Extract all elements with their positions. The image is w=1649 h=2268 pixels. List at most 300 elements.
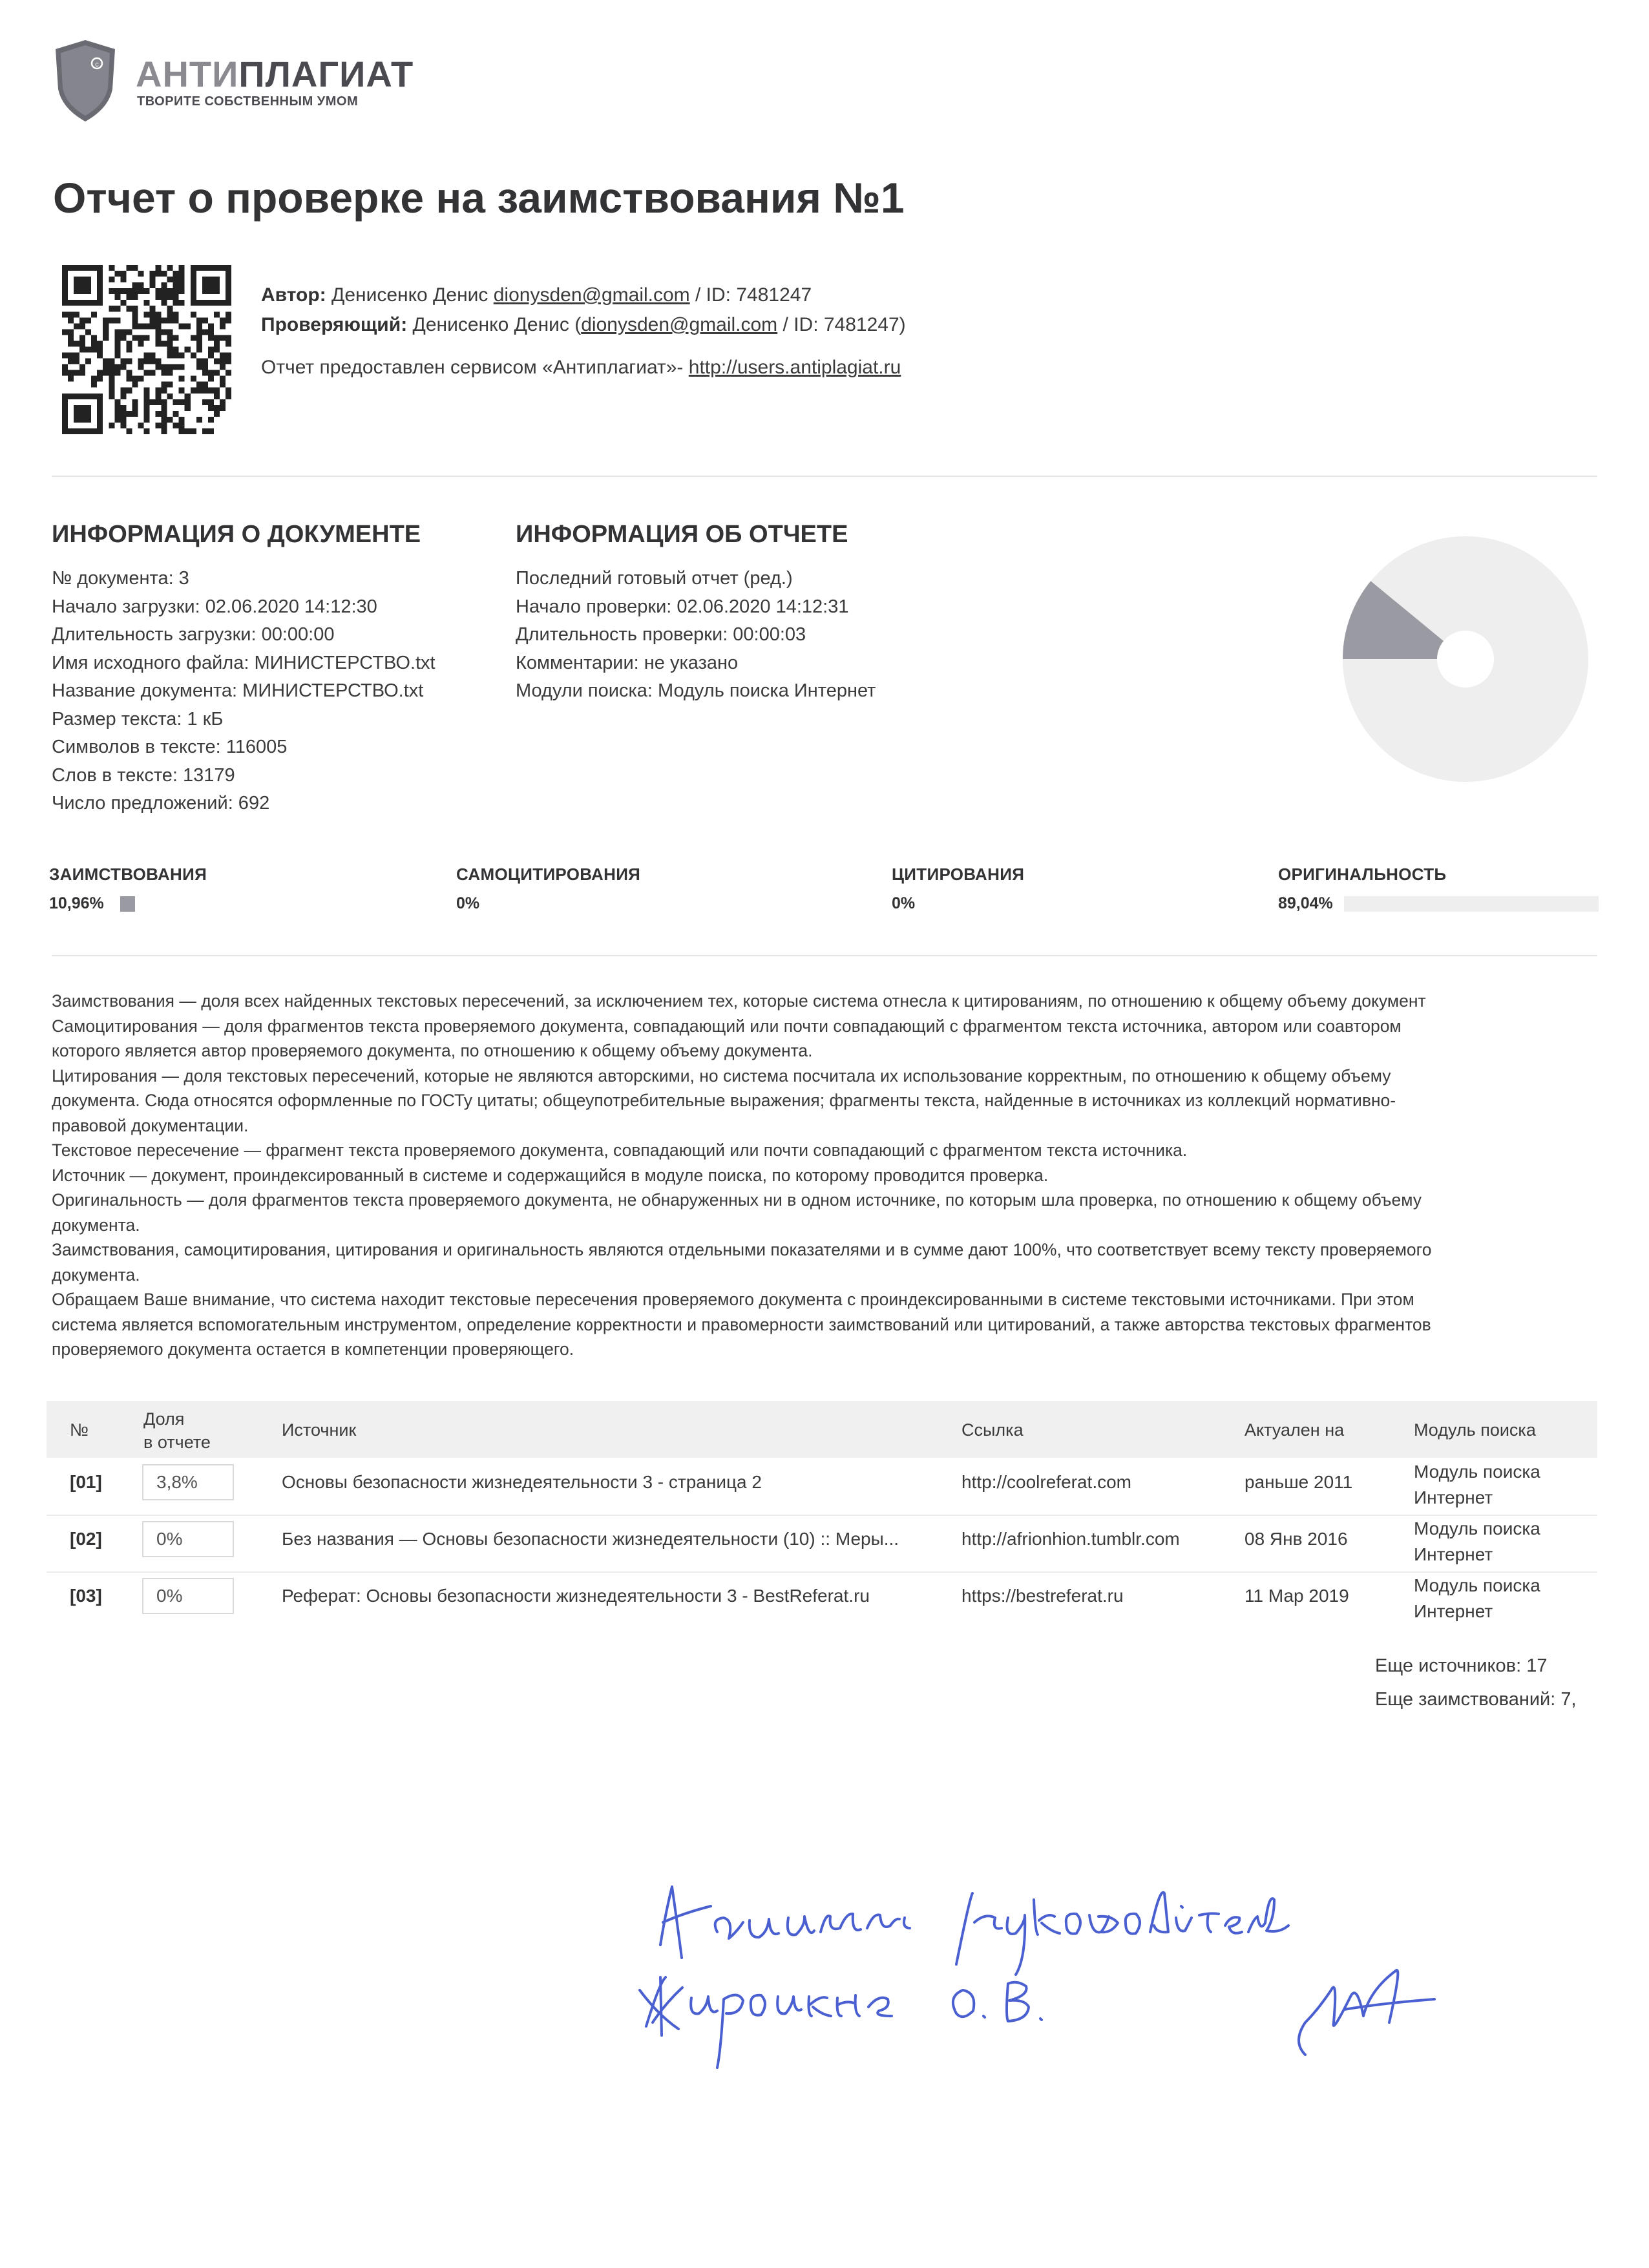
brand-tagline: ТВОРИТЕ СОБСТВЕННЫМ УМОМ: [137, 94, 359, 109]
qr-module: [179, 423, 185, 428]
qr-module: [208, 370, 214, 376]
qr-module: [156, 341, 162, 346]
row-url[interactable]: http://afrionhion.tumblr.com: [961, 1529, 1180, 1549]
row-module-line2: Интернет: [1414, 1544, 1493, 1564]
qr-module: [114, 288, 120, 294]
metric-originality-value: 89,04%: [1278, 894, 1333, 912]
qr-module: [226, 311, 231, 317]
qr-module: [109, 376, 114, 382]
qr-module: [179, 353, 185, 359]
qr-module: [156, 411, 162, 417]
qr-module: [220, 335, 226, 341]
brand-name: АНТИПЛАГИАТ: [136, 54, 414, 94]
qr-module: [103, 329, 109, 335]
col-header-module: Модуль поиска: [1414, 1420, 1536, 1440]
qr-module: [150, 359, 156, 364]
definition-line: документа.: [52, 1215, 140, 1235]
qr-module: [226, 359, 231, 364]
qr-module: [138, 376, 143, 382]
qr-module: [162, 294, 167, 300]
qr-module: [173, 311, 179, 317]
qr-module: [143, 417, 149, 423]
doc-info-line: Число предложений: 692: [52, 793, 270, 814]
service-line: [261, 357, 901, 379]
qr-module: [143, 300, 149, 306]
qr-module: [162, 417, 167, 423]
author-id: / ID: 7481247: [695, 284, 812, 306]
qr-module: [220, 382, 226, 388]
qr-module: [114, 399, 120, 405]
qr-module: [202, 399, 208, 405]
report-info-line: Начало проверки: 02.06.2020 14:12:31: [516, 596, 849, 617]
qr-module: [208, 399, 214, 405]
qr-module: [68, 376, 74, 382]
metric-borrowing-label: ЗАИМСТВОВАНИЯ: [49, 865, 207, 884]
qr-module: [85, 359, 91, 364]
qr-module: [167, 335, 173, 341]
qr-module: [138, 335, 143, 341]
qr-module: [120, 364, 126, 370]
qr-module: [208, 405, 214, 411]
qr-module: [214, 405, 220, 411]
qr-module: [120, 300, 126, 306]
row-actual-date: 11 Мар 2019: [1245, 1586, 1349, 1606]
qr-module: [132, 376, 138, 382]
row-share: 0%: [142, 1578, 234, 1614]
qr-module: [208, 323, 214, 329]
qr-module: [156, 364, 162, 370]
definition-line: Заимствования — доля всех найденных текстовых пересечений, за исключением тех, которые система отнесла к цитированиям, по отношению к общему объему документ: [52, 991, 1426, 1011]
qr-module: [167, 265, 173, 271]
qr-module: [150, 277, 156, 282]
qr-module: [208, 417, 214, 423]
qr-module: [120, 417, 126, 423]
qr-module: [150, 311, 156, 317]
qr-module: [114, 294, 120, 300]
row-module-line1: Модуль поиска: [1414, 1518, 1540, 1538]
qr-module: [156, 329, 162, 335]
reviewer-line: [261, 314, 906, 336]
qr-module: [202, 329, 208, 335]
author-line: [261, 284, 812, 306]
qr-module: [120, 277, 126, 282]
qr-module: [132, 311, 138, 317]
qr-module: [214, 359, 220, 364]
qr-module: [138, 282, 143, 288]
qr-module: [179, 277, 185, 282]
report-info-line: Модули поиска: Модуль поиска Интернет: [516, 680, 876, 701]
qr-module: [173, 271, 179, 277]
row-module: [1414, 1516, 1540, 1568]
author-email-link[interactable]: dionysden@gmail.com: [493, 284, 690, 306]
more-sources: Еще источников: 17: [1375, 1655, 1548, 1676]
qr-module: [132, 411, 138, 417]
qr-module: [162, 399, 167, 405]
qr-module: [191, 388, 196, 394]
qr-module: [162, 411, 167, 417]
qr-module: [126, 376, 132, 382]
qr-module: [62, 329, 68, 335]
qr-module: [156, 317, 162, 323]
qr-module: [156, 359, 162, 364]
row-source-link[interactable]: Без названия — Основы безопасности жизнедеятельности (10) :: Меры...: [282, 1529, 899, 1549]
doc-info-line: Слов в тексте: 13179: [52, 764, 235, 786]
qr-module: [103, 323, 109, 329]
qr-module: [114, 335, 120, 341]
qr-module: [143, 311, 149, 317]
qr-module: [185, 394, 191, 399]
qr-module: [109, 359, 114, 364]
qr-module: [143, 359, 149, 364]
qr-module: [132, 294, 138, 300]
qr-module: [62, 370, 68, 376]
qr-module: [162, 423, 167, 428]
qr-module: [126, 288, 132, 294]
qr-module: [85, 346, 91, 352]
qr-module: [109, 382, 114, 388]
definition-line: которого является автор проверяемого документа, по отношению к общему объему документа.: [52, 1041, 813, 1060]
more-borrowings: Еще заимствований: 7,: [1375, 1689, 1577, 1710]
qr-module: [109, 364, 114, 370]
row-separator: [47, 1515, 1597, 1516]
qr-module: [74, 370, 79, 376]
qr-module: [162, 271, 167, 277]
qr-module: [114, 317, 120, 323]
metric-originality-bar-fill: [1344, 896, 1599, 912]
qr-module: [167, 311, 173, 317]
qr-module: [214, 388, 220, 394]
qr-module: [74, 341, 79, 346]
report-info-line: Последний готовый отчет (ред.): [516, 568, 793, 589]
definition-line: Текстовое пересечение — фрагмент текста проверяемого документа, совпадающий или почти совпадающий с фрагментом текста источника.: [52, 1140, 1188, 1160]
qr-module: [196, 364, 202, 370]
row-module: [1414, 1573, 1540, 1624]
qr-module: [150, 306, 156, 311]
qr-module: [97, 346, 103, 352]
qr-module: [143, 394, 149, 399]
definition-line: Заимствования, самоцитирования, цитирования и оригинальность являются отдельными показателями и в сумме дают 100%, что соответствует всему тексту проверяемого: [52, 1240, 1432, 1259]
originality-pie-chart: [1336, 530, 1595, 788]
qr-module: [126, 359, 132, 364]
qr-module: [167, 346, 173, 352]
qr-module: [191, 428, 196, 434]
qr-module: [196, 417, 202, 423]
qr-module: [191, 376, 196, 382]
qr-module: [103, 364, 109, 370]
qr-module: [150, 353, 156, 359]
qr-module: [109, 265, 114, 271]
qr-module: [74, 311, 79, 317]
metric-borrowing-value: 10,96%: [49, 894, 104, 912]
qr-module: [114, 341, 120, 346]
qr-module: [68, 311, 74, 317]
definition-line: Оригинальность — доля фрагментов текста проверяемого документа, не обнаруженных ни в одном источнике, по которым шла проверка, по отношению к общему объему: [52, 1190, 1422, 1210]
qr-module: [162, 382, 167, 388]
qr-module: [191, 311, 196, 317]
qr-module: [143, 323, 149, 329]
definition-line: проверяемого документа остается в компетенции проверяющего.: [52, 1339, 574, 1359]
qr-module: [126, 265, 132, 271]
qr-module: [114, 306, 120, 311]
qr-module: [167, 277, 173, 282]
qr-module: [173, 288, 179, 294]
row-url[interactable]: https://bestreferat.ru: [961, 1586, 1124, 1606]
col-header-share-line1: Доля: [143, 1409, 185, 1429]
definition-line: документа.: [52, 1265, 140, 1285]
qr-module: [226, 317, 231, 323]
qr-module: [208, 376, 214, 382]
reviewer-id: / ID: 7481247): [777, 314, 906, 335]
qr-module: [114, 417, 120, 423]
col-header-share-line2: в отчете: [143, 1433, 211, 1452]
qr-module: [162, 388, 167, 394]
qr-module: [167, 306, 173, 311]
qr-module: [167, 294, 173, 300]
qr-module: [114, 405, 120, 411]
qr-module: [179, 282, 185, 288]
definition-line: система является вспомогательным инструментом, определение корректности и правомерности заимствований или цитирований, а также авторства текстовых фрагментов: [52, 1314, 1431, 1334]
qr-module: [109, 306, 114, 311]
qr-module: [109, 394, 114, 399]
qr-module: [156, 323, 162, 329]
qr-module: [138, 364, 143, 370]
qr-module: [162, 370, 167, 376]
qr-module: [179, 399, 185, 405]
qr-module: [79, 341, 85, 346]
qr-module: [191, 353, 196, 359]
qr-module: [162, 317, 167, 323]
qr-module: [138, 341, 143, 346]
qr-module: [196, 335, 202, 341]
qr-module: [162, 405, 167, 411]
qr-module: [220, 376, 226, 382]
qr-module: [196, 359, 202, 364]
row-separator: [47, 1571, 1597, 1573]
qr-module: [226, 335, 231, 341]
doc-info-line: Начало загрузки: 02.06.2020 14:12:30: [52, 596, 377, 617]
qr-module: [126, 388, 132, 394]
qr-module: [74, 359, 79, 364]
qr-module: [162, 329, 167, 335]
qr-module: [120, 359, 126, 364]
qr-module: [62, 311, 68, 317]
qr-module: [126, 306, 132, 311]
definition-line: правовой документации.: [52, 1115, 249, 1135]
qr-module: [191, 335, 196, 341]
definition-line: Самоцитирования — доля фрагментов текста проверяемого документа, совпадающий или почти совпадающий с фрагментом текста источника, автором или соавтором: [52, 1016, 1402, 1036]
row-source-link[interactable]: Основы безопасности жизнедеятельности 3 - страница 2: [282, 1472, 762, 1492]
qr-module: [226, 353, 231, 359]
qr-module: [179, 364, 185, 370]
qr-module: [143, 428, 149, 434]
qr-module: [91, 382, 97, 388]
qr-module: [143, 370, 149, 376]
qr-module: [68, 359, 74, 364]
qr-module: [126, 329, 132, 335]
qr-module: [138, 271, 143, 277]
qr-module: [185, 323, 191, 329]
qr-module: [103, 370, 109, 376]
qr-module: [185, 399, 191, 405]
qr-module: [173, 423, 179, 428]
qr-module: [120, 388, 126, 394]
qr-module: [220, 317, 226, 323]
qr-module: [156, 335, 162, 341]
qr-module: [214, 335, 220, 341]
report-info-list: [516, 565, 876, 706]
row-url[interactable]: http://coolreferat.com: [961, 1472, 1132, 1492]
metric-borrowing-bar-fill: [120, 896, 135, 912]
row-num: [03]: [70, 1586, 102, 1606]
row-module: [1414, 1459, 1540, 1511]
qr-module: [173, 346, 179, 352]
qr-module: [167, 317, 173, 323]
qr-module: [109, 388, 114, 394]
col-header-num: №: [70, 1420, 89, 1440]
qr-module: [167, 288, 173, 294]
qr-module: [196, 317, 202, 323]
doc-info-list: [52, 565, 436, 818]
qr-module: [156, 394, 162, 399]
qr-module: [120, 271, 126, 277]
qr-module: [114, 346, 120, 352]
qr-module: [120, 423, 126, 428]
qr-module: [138, 323, 143, 329]
row-module-line1: Модуль поиска: [1414, 1575, 1540, 1595]
qr-module: [132, 399, 138, 405]
qr-module: [162, 341, 167, 346]
qr-module: [138, 288, 143, 294]
qr-module: [68, 335, 74, 341]
qr-module: [173, 317, 179, 323]
qr-module: [179, 323, 185, 329]
qr-module: [74, 277, 91, 294]
col-header-actual: Актуален на: [1245, 1420, 1345, 1440]
qr-module: [91, 346, 97, 352]
qr-module: [97, 353, 103, 359]
row-module-line1: Модуль поиска: [1414, 1462, 1540, 1482]
qr-module: [156, 423, 162, 428]
qr-module: [208, 428, 214, 434]
qr-module: [79, 317, 85, 323]
qr-module: [179, 271, 185, 277]
qr-module: [162, 300, 167, 306]
qr-module: [208, 335, 214, 341]
qr-module: [97, 341, 103, 346]
qr-module: [167, 329, 173, 335]
reviewer-label: Проверяющий:: [261, 314, 408, 335]
qr-module: [196, 323, 202, 329]
qr-module: [156, 265, 162, 271]
qr-module: [179, 300, 185, 306]
doc-info-line: Длительность загрузки: 00:00:00: [52, 624, 335, 645]
row-module-line2: Интернет: [1414, 1601, 1493, 1621]
qr-module: [156, 311, 162, 317]
qr-module: [162, 288, 167, 294]
qr-module: [85, 317, 91, 323]
qr-module: [185, 346, 191, 352]
qr-module: [179, 428, 185, 434]
qr-module: [202, 317, 208, 323]
qr-module: [126, 341, 132, 346]
qr-module: [167, 353, 173, 359]
qr-module: [226, 370, 231, 376]
qr-module: [196, 388, 202, 394]
author-name: Денисенко Денис: [331, 284, 488, 306]
qr-module: [85, 329, 91, 335]
qr-module: [143, 353, 149, 359]
qr-module: [162, 364, 167, 370]
qr-module: [220, 353, 226, 359]
qr-module: [126, 294, 132, 300]
qr-module: [74, 353, 79, 359]
service-text: Отчет предоставлен сервисом «Антиплагиат»-: [261, 357, 684, 378]
qr-module: [208, 329, 214, 335]
qr-module: [132, 265, 138, 271]
col-header-share: [143, 1407, 211, 1454]
service-url-link[interactable]: http://users.antiplagiat.ru: [688, 357, 901, 378]
shield-icon: [53, 39, 118, 123]
qr-module: [202, 388, 208, 394]
report-info-heading: ИНФОРМАЦИЯ ОБ ОТЧЕТЕ: [516, 521, 848, 548]
qr-module: [173, 399, 179, 405]
qr-module: [220, 323, 226, 329]
qr-module: [208, 353, 214, 359]
reviewer-email-link[interactable]: dionysden@gmail.com: [581, 314, 778, 335]
qr-module: [179, 388, 185, 394]
qr-module: [179, 376, 185, 382]
qr-module: [103, 317, 109, 323]
definition-line: Цитирования — доля текстовых пересечений, которые не являются авторскими, но система посчитала их использование корректным, по отношению к общему объему: [52, 1066, 1391, 1086]
qr-module: [68, 341, 74, 346]
reviewer-name: Денисенко Денис (: [412, 314, 582, 335]
qr-module: [109, 288, 114, 294]
qr-module: [167, 417, 173, 423]
qr-module: [74, 405, 91, 423]
qr-module: [196, 382, 202, 388]
divider: [52, 476, 1597, 477]
qr-module: [173, 294, 179, 300]
qr-module: [132, 306, 138, 311]
qr-module: [109, 317, 114, 323]
qr-module: [173, 335, 179, 341]
qr-module: [226, 388, 231, 394]
qr-module: [185, 405, 191, 411]
page-title: Отчет о проверке на заимствования №1: [53, 174, 905, 222]
qr-module: [120, 329, 126, 335]
qr-module: [132, 335, 138, 341]
metric-citation-value: 0%: [892, 894, 916, 912]
qr-module: [220, 399, 226, 405]
qr-module: [143, 405, 149, 411]
qr-module: [68, 329, 74, 335]
metric-self-citation-value: 0%: [456, 894, 480, 912]
qr-module: [150, 317, 156, 323]
qr-module: [132, 288, 138, 294]
qr-module: [167, 341, 173, 346]
qr-module: [208, 388, 214, 394]
doc-info-line: № документа: 3: [52, 568, 189, 589]
row-source-link[interactable]: Реферат: Основы безопасности жизнедеятельности 3 - BestReferat.ru: [282, 1586, 870, 1606]
qr-module: [167, 364, 173, 370]
metric-borrowing-bar: [120, 896, 447, 912]
qr-module: [91, 311, 97, 317]
qr-module: [202, 382, 208, 388]
definition-line: документа. Сюда относятся оформленные по ГОСТу цитаты; общеупотребительные выражения; фрагменты текста, найденные в источниках из коллекций нормативно-: [52, 1091, 1396, 1110]
qr-module: [79, 323, 85, 329]
qr-module: [162, 282, 167, 288]
qr-module: [114, 411, 120, 417]
